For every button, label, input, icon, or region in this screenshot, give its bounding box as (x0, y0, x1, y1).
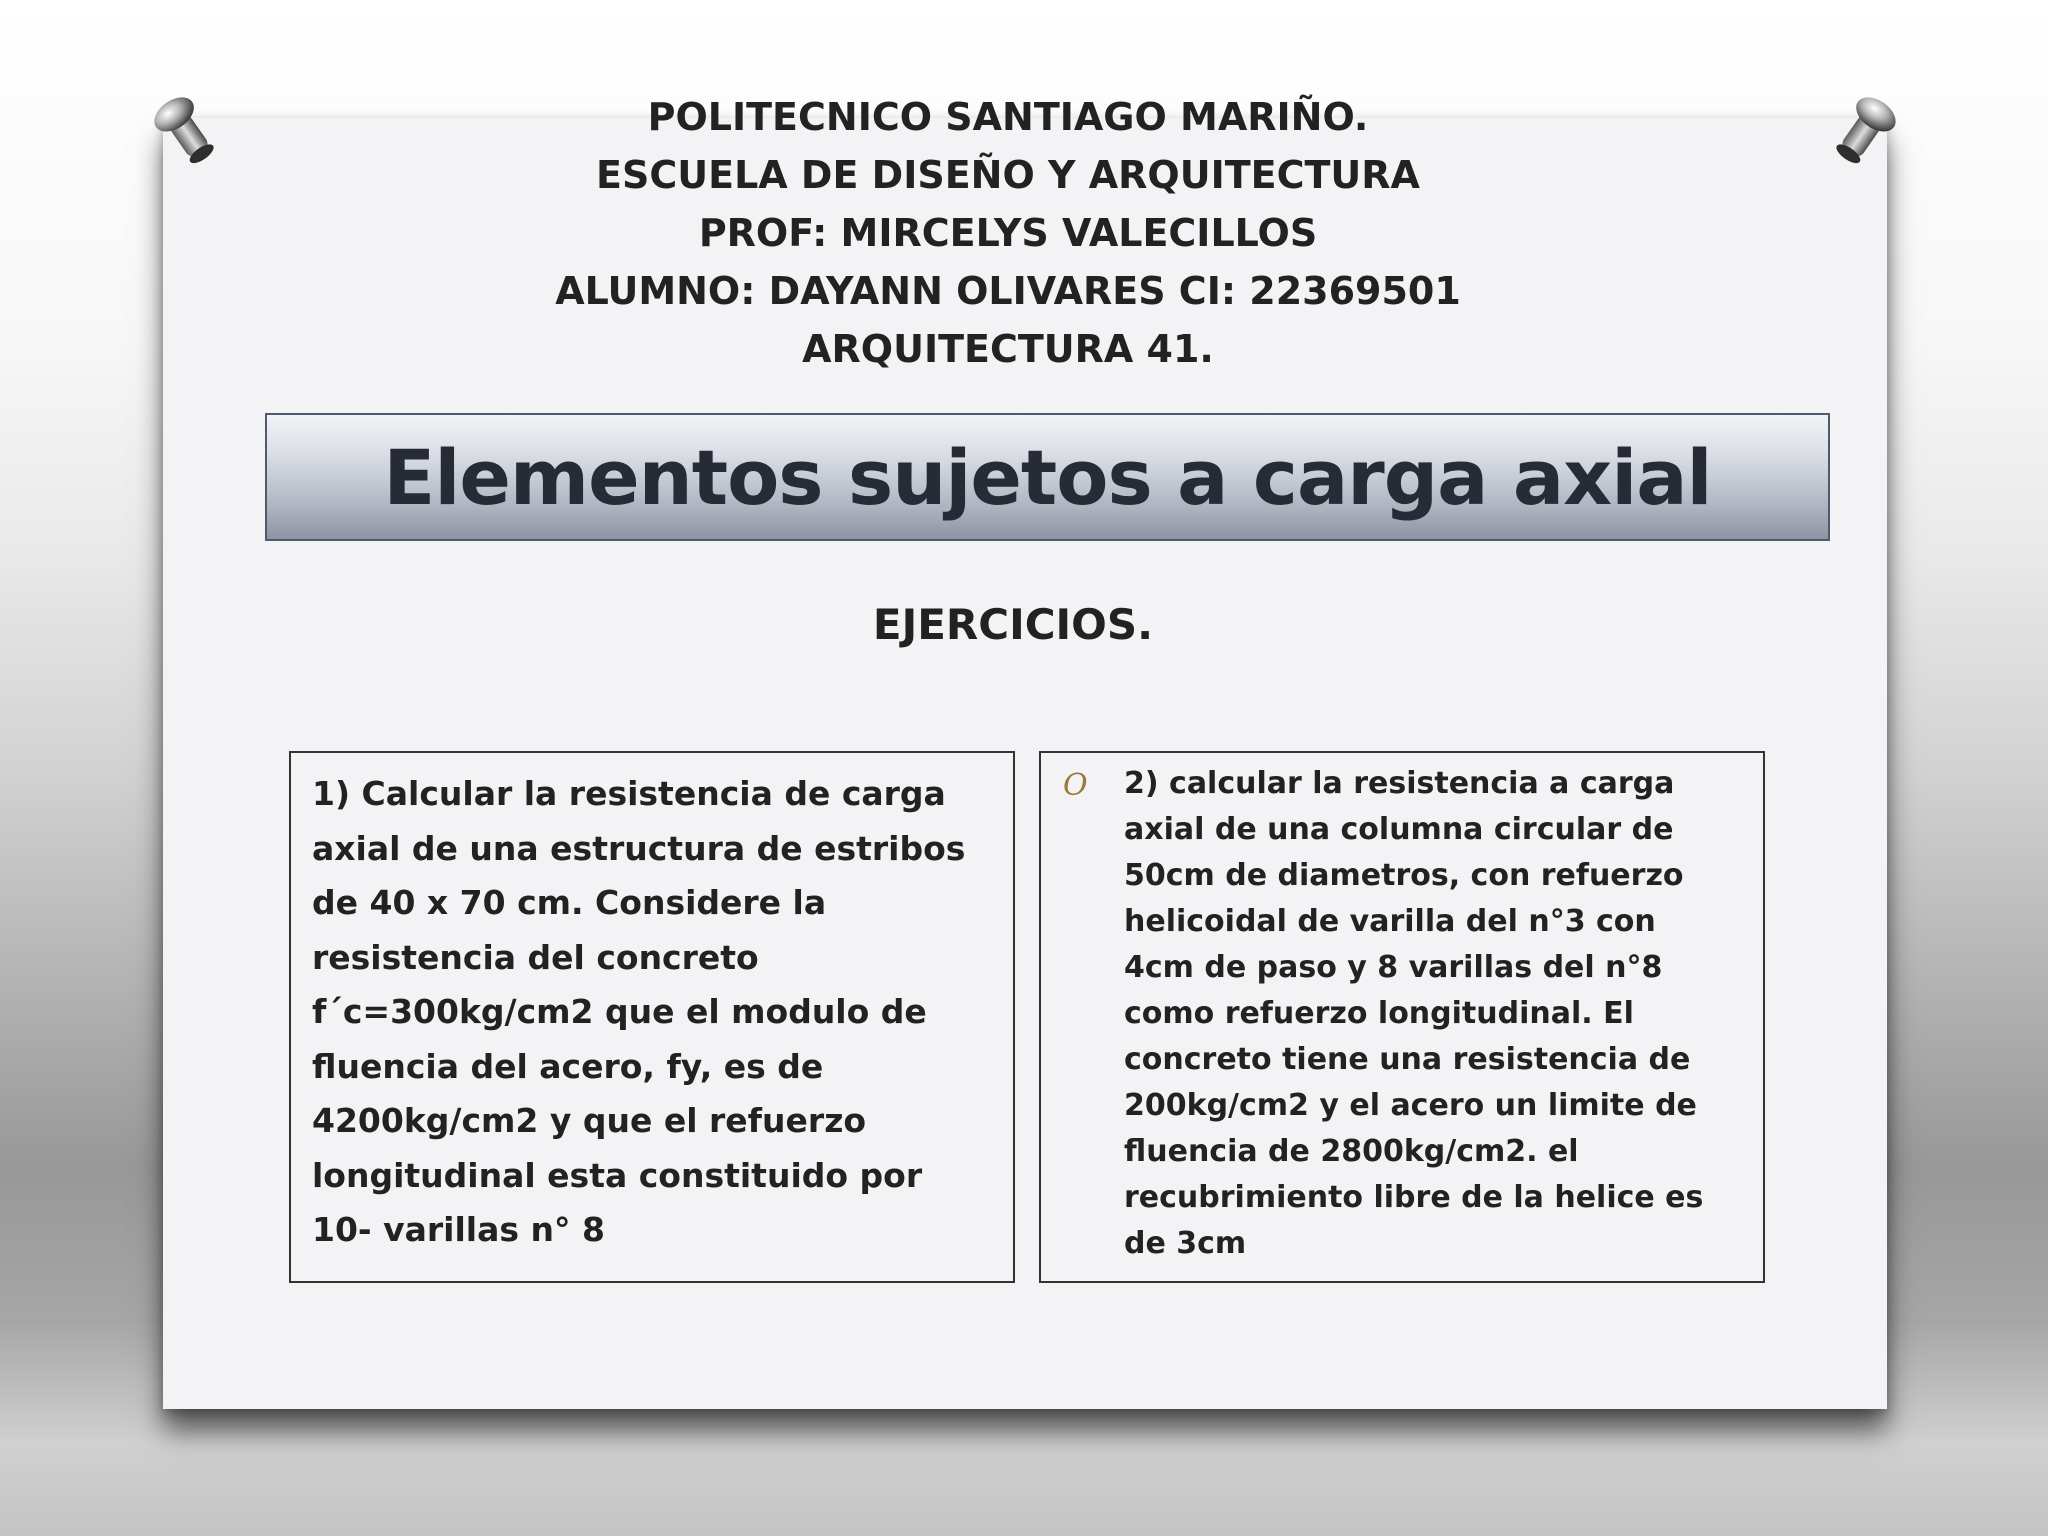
exercise-2-line: 2) calcular la resistencia a carga (1124, 766, 1675, 801)
section-heading: EJERCICIOS. (872, 600, 1154, 649)
institution-name: POLITECNICO SANTIAGO MARIÑO. (647, 95, 1369, 139)
exercise-2-line: como refuerzo longitudinal. El (1124, 996, 1634, 1031)
bullet-icon: O (1063, 768, 1088, 803)
exercise-2-line: recubrimiento libre de la helice es (1124, 1180, 1704, 1215)
exercise-1-line: fluencia del acero, fy, es de (312, 1046, 824, 1086)
title-banner (265, 413, 1830, 541)
exercise-1-line: 10- varillas n° 8 (312, 1210, 605, 1249)
exercise-1-line: axial de una estructura de estribos (312, 828, 966, 868)
course-name: ARQUITECTURA 41. (802, 327, 1214, 371)
exercise-2-line: 200kg/cm2 y el acero un limite de (1124, 1088, 1697, 1123)
exercise-1-line: de 40 x 70 cm. Considere la (312, 883, 827, 922)
exercise-1-line: resistencia del concreto (312, 937, 759, 977)
page-title: Elementos sujetos a carga axial (383, 432, 1712, 522)
exercise-2-line: 4cm de paso y 8 varillas del n°8 (1124, 950, 1663, 985)
header-block (163, 88, 1853, 378)
exercise-2-box (1039, 751, 1765, 1283)
exercise-1-line: f´c=300kg/cm2 que el modulo de (312, 992, 927, 1031)
exercise-2-line: 50cm de diametros, con refuerzo (1124, 858, 1684, 893)
school-name: ESCUELA DE DISEÑO Y ARQUITECTURA (596, 153, 1420, 197)
exercise-2-line: fluencia de 2800kg/cm2. el (1124, 1134, 1579, 1169)
exercise-2-line: concreto tiene una resistencia de (1124, 1042, 1691, 1077)
exercise-2-line: de 3cm (1124, 1226, 1247, 1261)
exercise-2-line: axial de una columna circular de (1124, 812, 1674, 847)
student-name: ALUMNO: DAYANN OLIVARES CI: 22369501 (555, 269, 1461, 313)
professor-name: PROF: MIRCELYS VALECILLOS (698, 211, 1318, 255)
exercise-2-line: helicoidal de varilla del n°3 con (1124, 904, 1656, 939)
exercise-1-box (289, 751, 1015, 1283)
exercise-1-line: 1) Calcular la resistencia de carga (312, 774, 946, 813)
exercise-1-line: longitudinal esta constituido por (312, 1155, 923, 1195)
exercise-1-line: 4200kg/cm2 y que el refuerzo (312, 1101, 867, 1140)
